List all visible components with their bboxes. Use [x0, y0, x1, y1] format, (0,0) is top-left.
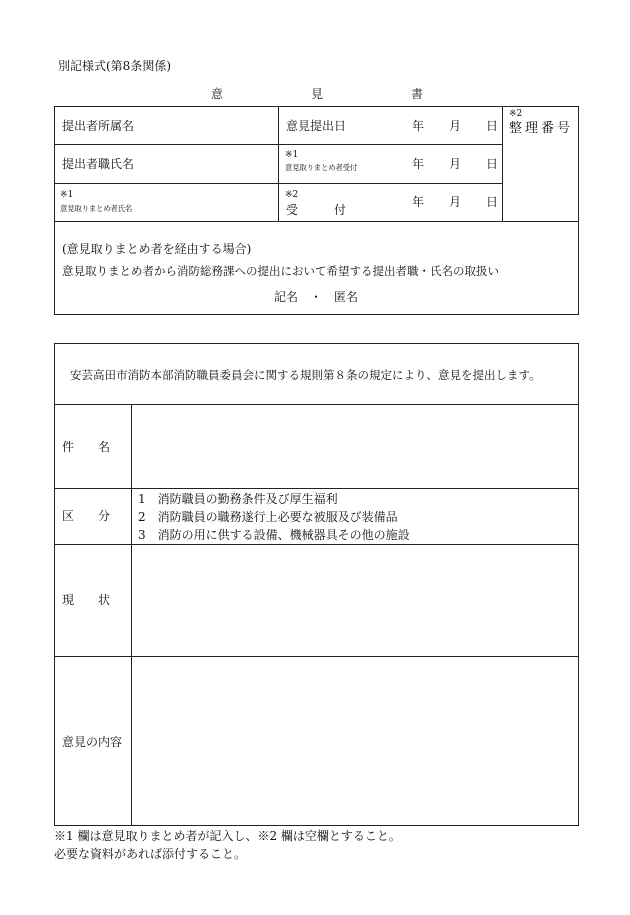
ref-note-mark: ※2 [509, 109, 523, 119]
note1b-mark: ※1 [60, 190, 74, 200]
month-label: 月 [449, 195, 462, 209]
divider [54, 221, 579, 222]
handling-description: 意見取りまとめ者から消防総務課への提出において希望する提出者職・氏名の取扱い [62, 264, 499, 278]
title-char-2: 見 [311, 87, 324, 101]
status-field[interactable] [132, 545, 578, 655]
divider [54, 488, 579, 489]
handling-options: 記名 ・ 匿名 [274, 290, 359, 304]
note1-mark: ※1 [285, 150, 299, 160]
category-item-2[interactable]: 2 消防職員の職務遂行上必要な被服及び装備品 [138, 510, 398, 524]
category-item-1[interactable]: 1 消防職員の勤務条件及び厚生福利 [138, 492, 338, 506]
submission-statement: 安芸高田市消防本部消防職員委員会に関する規則第８条の規定により、意見を提出します。 [70, 368, 541, 382]
opinion-content-field[interactable] [132, 657, 578, 825]
subject-field[interactable] [132, 405, 578, 487]
form-label: 別記様式(第8条関係) [58, 59, 171, 73]
title-char-1: 意 [211, 87, 224, 101]
day-label: 日 [486, 195, 499, 209]
title-char-3: 書 [411, 87, 424, 101]
reference-number-label: 整理番号 [509, 121, 574, 136]
divider [502, 106, 503, 222]
divider [54, 183, 502, 184]
opinion-content-label: 意見の内容 [62, 735, 123, 749]
submitter-affiliation-label: 提出者所属名 [62, 119, 135, 133]
year-label: 年 [412, 119, 425, 133]
year-label: 年 [412, 157, 425, 171]
month-label: 月 [449, 119, 462, 133]
footnote-2: 必要な資料があれば添付すること。 [54, 847, 247, 861]
submitter-name-label: 提出者職氏名 [62, 157, 135, 171]
via-collector-note: (意見取りまとめ者を経由する場合) [62, 242, 252, 256]
day-label: 日 [486, 157, 499, 171]
reception-label: 受 付 [286, 203, 347, 217]
note2-mark: ※2 [285, 190, 299, 200]
collector-received-label: 意見取りまとめ者受付 [285, 163, 357, 172]
category-item-3[interactable]: 3 消防の用に供する設備、機械器具その他の施設 [138, 528, 410, 542]
year-label: 年 [412, 195, 425, 209]
month-label: 月 [449, 157, 462, 171]
status-label: 現 状 [62, 593, 111, 607]
collector-name-label: 意見取りまとめ者氏名 [60, 204, 132, 213]
footnote-1: ※1 欄は意見取りまとめ者が記入し、※2 欄は空欄とすること。 [54, 829, 401, 843]
opinion-date-label: 意見提出日 [286, 119, 347, 133]
divider [54, 144, 502, 145]
divider [278, 106, 279, 222]
subject-label: 件 名 [62, 440, 111, 454]
day-label: 日 [486, 119, 499, 133]
category-label: 区 分 [62, 509, 111, 523]
